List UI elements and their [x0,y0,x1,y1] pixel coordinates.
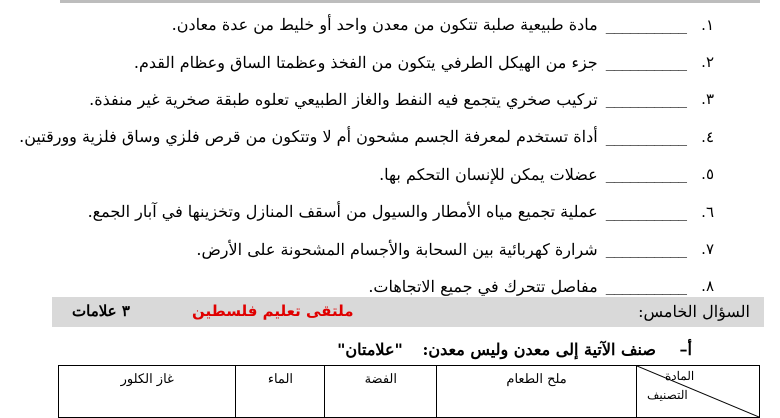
section-title: السؤال الخامس: [638,302,750,321]
subquestion-points: "علامتان" [337,340,403,359]
item-text: مادة طبيعية صلبة تتكون من معدن واحد أو خليط من عدة معادن. [171,15,598,35]
item-text: شرارة كهربائية بين السحابة والأجسام المشحونة على الأرض. [196,239,598,259]
list-item [0,230,780,267]
item-number: ٣. [701,90,714,109]
item-text: مفاصل تتحرك في جميع الاتجاهات. [368,276,598,296]
list-item [0,118,780,155]
item-text: عملية تجميع مياه الأمطار والسيول من أسقف المنازل وتخزينها في آبار الجمع. [87,202,598,222]
corner-label-material: المادة [665,369,695,383]
question-list [0,6,780,305]
answer-blank: __________ [605,53,686,72]
item-number: ٤. [701,127,714,146]
item-text: عضلات يمكن للإنسان التحكم بها. [379,164,598,184]
top-divider [60,0,760,3]
section-marks: ٣ علامات [72,302,130,320]
list-item [0,6,780,43]
list-item [0,43,780,80]
list-item [0,156,780,193]
table-header-cell: الفضة [325,366,437,418]
answer-blank: __________ [605,277,686,296]
item-text: تركيب صخري يتجمع فيه النفط والغاز الطبيعي تعلوه طبقة صخرية غير منفذة. [89,89,598,109]
list-item [0,193,780,230]
item-text: أداة تستخدم لمعرفة الجسم مشحون أم لا وتتكون من قرص فلزي وساق فلزية وورقتين. [19,127,598,147]
item-number: ١. [701,15,714,34]
classification-table [58,365,760,418]
item-text: جزء من الهيكل الطرفي يتكون من الفخذ وعظمتا الساق وعظام القدم. [133,52,598,72]
table-corner-cell [637,366,760,418]
answer-blank: __________ [605,202,686,221]
item-number: ٢. [701,53,714,72]
brand-label: ملتقى تعليم فلسطين [192,302,354,320]
item-number: ٥. [701,165,714,184]
subquestion-letter: أ– [679,340,692,359]
subquestion-text: صنف الآتية إلى معدن وليس معدن: [422,340,656,359]
answer-blank: __________ [605,15,686,34]
answer-blank: __________ [605,165,686,184]
list-item [0,81,780,118]
item-number: ٧. [701,240,714,259]
table-header-cell: غاز الكلور [59,366,236,418]
table-header-cell: الماء [236,366,325,418]
table-row [59,366,760,418]
subquestion [337,340,692,359]
answer-blank: __________ [605,240,686,259]
answer-blank: __________ [605,127,686,146]
item-number: ٨. [701,277,714,296]
corner-label-classification: التصنيف [647,388,688,402]
item-number: ٦. [701,202,714,221]
answer-blank: __________ [605,90,686,109]
table-header-cell: ملح الطعام [437,366,637,418]
section-header [52,297,764,327]
